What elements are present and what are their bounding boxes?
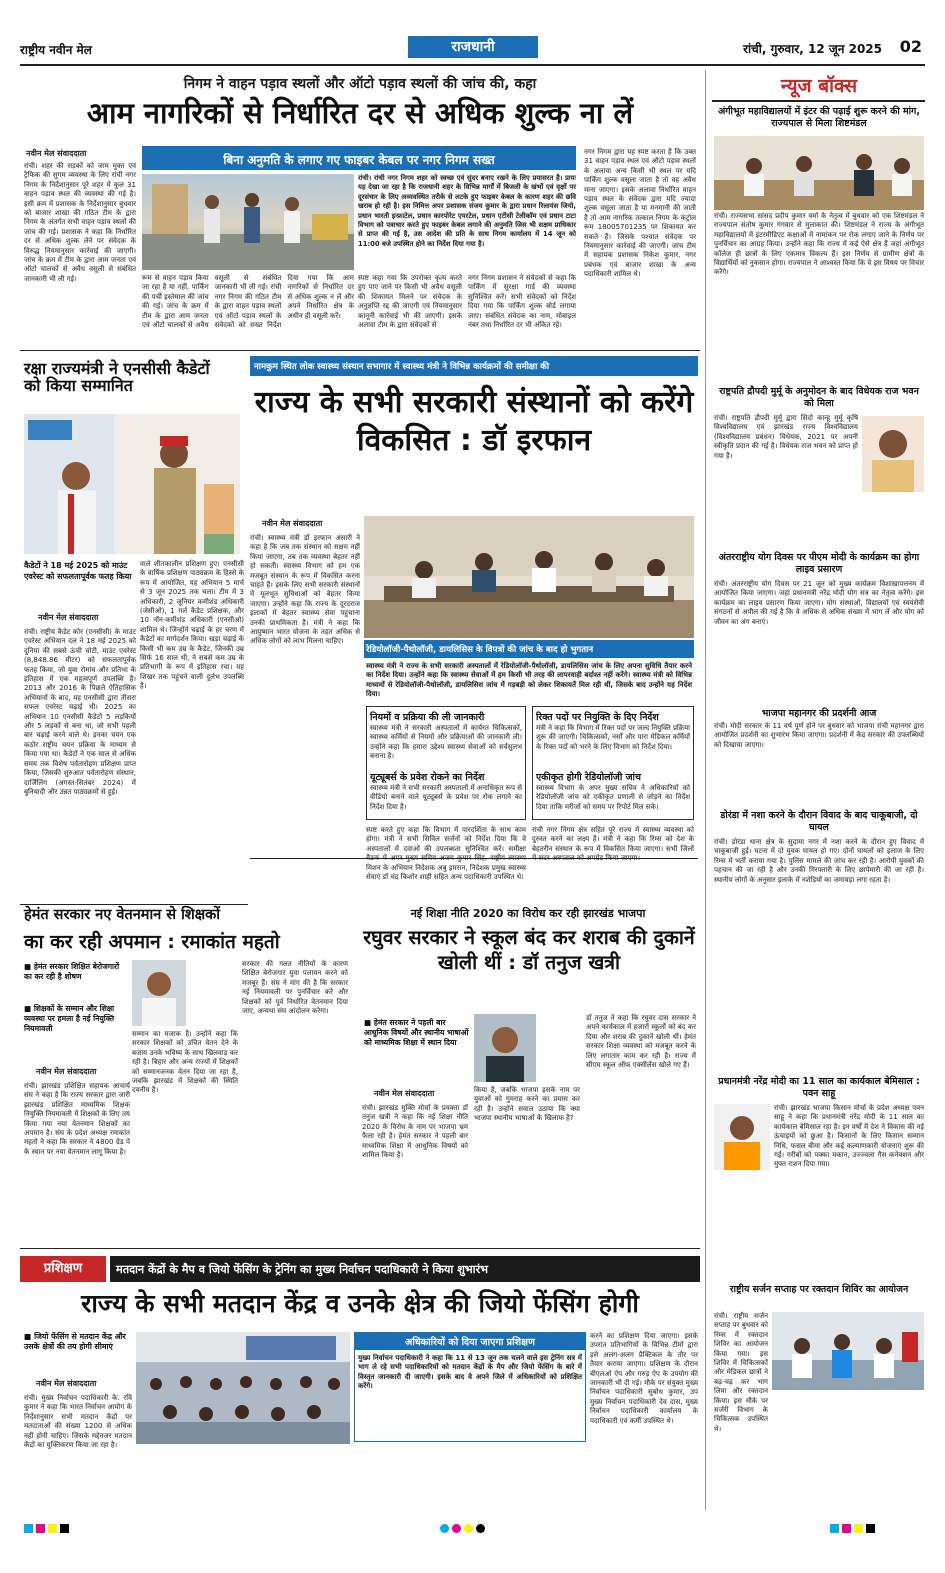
bjp-bullet-1-text: हेमंत सरकार ने पहली बार आधुनिक विषयों और स्थानीय भाषाओं को माध्यमिक शिक्षा में स्थान दिया [364, 1018, 469, 1047]
middle-rule [20, 1248, 700, 1249]
ncc-body: रांची। राष्ट्रीय कैडेट कोर (एनसीसी) के माउंट एवरेस्ट अभियान दल ने 18 मई 2025 को दुनिया की सबसे ऊंची चोटी, माउंट एवरेस्ट (8,848.86 मीटर) को सफलतापूर्वक फतह किया, जो युवा रोमांच और प्रतिभा के इतिहास में एक महत्वपूर्ण उपलब्धि है। 2013 और 2016 के पिछले ऐतिहासिक अभियानों के बाद, यह एनसीसी द्वारा तीसरा सफल एवरेस्ट चढ़ाई थी। 2025 का अभियान 10 एनसीसी कैडेटों 5 लड़कियों और 5 लड़कों से बना था, जो सभी पहली बार चढ़ाई करने वाले थे। इनका चयन एक कठोर राष्ट्रीय चयन प्रक्रिया के माध्यम से किया गया था। कैडेटों ने एक साल से अधिक समय तक विशेष पर्वतारोहण प्रशिक्षण प्राप्त किया, जिसकी शुरुआत पर्वतारोहण संस्थान, दार्जिलिंग (अगस्त-सितंबर 2024) में बुनियादी और उन्नत पाठ्यक्रमों से हुई। [24, 628, 136, 796]
masthead-logo: राष्ट्रीय नवीन मेल [20, 43, 92, 57]
ncc-caption: कैडेटों ने 18 मई 2025 को माउंट एवरेस्ट को सफलतापूर्वक फतह किया [24, 561, 132, 581]
bjp-bullet-1 [364, 1018, 470, 1048]
salary-body: रांची। झारखंड प्रशिक्षित सहायक आचार्य संघ ने कहा है कि राज्य सरकार द्वारा जारी झारखंड प्रशिक्षित माध्यमिक शिक्षक नियुक्ति नियमावली में शिक्षकों के लिए तय किया गया नया वेतनमान शिक्षकों का अपमान है। संघ के प्रदेश अध्यक्ष रमाकांत महतो ने कहा कि सरकार ने 4800 ग्रेड पे के स्थान पर नया वेतनमान लागू किया है। [24, 1082, 130, 1156]
salary-body-col2: सम्मान का मजाक है। उन्होंने कहा कि सरकार शिक्षकों को उचित वेतन देने के बजाय उनके भविष्य के साथ खिलवाड़ कर रही है। बिहार और अन्य राज्यों में शिक्षकों को सम्मानजनक वेतन दिया जा रहा है, जबकि झारखंड में शिक्षकों की स्थिति दयनीय है। [132, 1030, 238, 1095]
lead-subheadline: बिना अनुमति के लगाए गए फाइबर केबल पर नगर निगम सख्त [223, 153, 495, 167]
bjp-portrait [474, 1014, 536, 1082]
geofence-body-col2: करने का प्रशिक्षण दिया जाएगा। इसके उपरांत प्रतिभागियों के विभिन्न टीमों द्वारा इसे अलग-अलग प्रैक्टिकल के तौर पर तैयार कराया जाएगा। प्रशिक्षण के दौरान बीएलओ ऐप और गरुड़ ऐप के उपयोग की जानकारी भी दी गई। मौके पर संयुक्त मुख्य निर्वाचन पदाधिकारी सुबोध कुमार, उप मुख्य निर्वाचन पदाधिकारी देव दास, मुख्य निर्वाचन पदाधिकारी कार्यालय के पदाधिकारी एवं कर्मी उपस्थित थे। [590, 1332, 698, 1425]
lead-byline: नवीन मेल संवाददाता [26, 149, 87, 158]
ncc-headline: रक्षा राज्यमंत्री ने एनसीसी कैडेटों को किया सम्मानित [24, 359, 210, 396]
news-item-1-headline: अंगीभूत महाविद्यालयों में इंटर की पढ़ाई शुरू करने की मांग, राज्यपाल से मिला शिष्टमंडल [718, 106, 920, 129]
bullet-icon: ■ [364, 1018, 374, 1027]
news-item-2-photo [862, 416, 924, 492]
geofence-box-body: मुख्य निर्वाचन पदाधिकारी ने कहा कि 11 से 13 जून तक चलने वाले इस ट्रेनिंग सत्र में भाग ले रहे सभी पदाधिकारियों को मतदान केंद्रों के मैप और जियो फेंसिंग के बारे में विस्तृत जानकारी दी जाएगी। इसके बाद वे अपने जिले में अधिकारियों को प्रशिक्षित करेंगे। [358, 1354, 582, 1391]
health-body-col4: रांची नगर निगम क्षेत्र सहित पूरे राज्य में स्वास्थ्य व्यवस्था को दुरुस्त करने का लक्ष्य है। मंत्री ने कहा कि रिम्स को देश के बेहतरीन संस्थान के रूप में विकसित किया जाएगा। सभी जिलों [532, 826, 694, 853]
radio-exam-body: स्वास्थ्य विभाग के अपर मुख्य सचिव ने अधिकारियों को रेडियोलॉजी जांच को एकीकृत प्रणाली से जोड़ने का निर्देश दिया ताकि मरीजों को समय पर रिपोर्ट मिल सके। [536, 784, 690, 811]
geofence-box-headline: अधिकारियों को दिया जाएगा प्रशिक्षण [405, 1337, 535, 1348]
geofence-bullet-1-text: जियो फेंसिंग से मतदान केंद्र और उसके क्षेत्रों की तय होगी सीमाएं [24, 1332, 126, 1351]
salary-headline-1: हेमंत सरकार नए वेतनमान से शिक्षकों [24, 907, 221, 923]
health-byline: नवीन मेल संवाददाता [262, 519, 323, 528]
bullet-icon: ■ [24, 1004, 34, 1013]
geofence-byline: नवीन मेल संवाददाता [36, 1379, 97, 1388]
lead-sub-body-col3: नगर निगम प्रशासन ने संवेदकों से कहा कि पार्किंग में सुरक्षा गार्ड की व्यवस्था सुनिश्चित करें। सभी संवेदकों को निर्देश दिया गया कि पार्किंग शुल्क बोर्ड लगाया जाए। संबंधित संवेदक का नाम, मोबाइल नंबर तथा निर्धारित दर भी अंकित रहे। [468, 274, 576, 330]
page-number: 02 [899, 37, 922, 56]
lead-body: रांची। शहर की सड़कों को जाम मुक्त एवं ट्रैफिक की सुगम व्यवस्था के लिए रांची नगर निगम के निर्देशानुसार पूरे शहर में कुल 31 वाहन पड़ाव स्थल की व्यवस्था की गई है। इसी क्रम में प्रशासक के निर्देशानुसार बुधवार को बाजार शाखा की गठित टीम के द्वारा निगम के अंतर्गत सभी वाहन पड़ाव स्थलों की जांच की गई। प्रशासक ने कहा कि निर्धारित दर से अधिक शुल्क लेने पर संवेदक के विरुद्ध नियमानुसार कार्रवाई की जाएगी। जांच के क्रम में टीम के द्वारा आम जनता एवं ऑटो चालकों से अवैध वसूली से संबंधित जानकारी भी ली गई। [24, 162, 136, 283]
health-body-col3: स्पष्ट करते हुए कहा कि विभाग में पारदर्शिता के साथ काम होगा। मंत्री ने सभी सिविल सर्जनों को निर्देश दिया कि वे अस्पतालों में दवाओं की उपलब्धता सुनिश्चित करें। समीक्षा मिशन के अभियान निदेशक अबु इमरान, निदेशक प्रमुख स्वास्थ्य सेवाएं डॉ चंद्र किशोर शाही सहित अन्य पदाधिकारी उपस्थित थे। [366, 826, 526, 882]
news-item-5-body: रांची। डोरंडा थाना क्षेत्र के सुदामा नगर में नशा करने के दौरान हुए विवाद में चाकूबाजी हुई। घटना में दो युवक घायल हो गए। दोनों घायलों को इलाज के लिए रिम्स में भर्ती कराया गया है। पुलिस मामले की जांच कर रही है। आरोपी युवकों की पहचान की जा रही है और उनकी गिरफ्तारी के लिए छापेमारी की जा रही है। स्थानीय लोगों के अनुसार इलाके में नशेड़ियों का जमावड़ा लगा रहता है। [714, 838, 924, 884]
salary-body-col3: सरकार की गलत नीतियों के कारण शिक्षित बेरोजगार युवा पलायन करने को मजबूर हैं। संघ ने मांग की है कि सरकार नई नियमावली पर पुनर्विचार करे और शिक्षकों को पूर्व निर्धारित वेतनमान दिया जाए, अन्यथा संघ आंदोलन करेगा। [242, 960, 348, 1016]
lead-body-col2: रूम से वाहन पड़ाव किया जा रहा है या नहीं, पार्किंग की पर्ची इस्तेमाल की जांच की गई। जांच के क्रम में टीम के द्वारा आम जनता एवं ऑटो चालकों से अवैध वसूली से संबंधित जानकारी भी ली गई। रांची नगर निगम की गठित टीम के द्वारा वाहन पड़ाव स्थलों एवं ऑटो पड़ाव स्थलों के संवेदकों को सख्त निर्देश दिया गया कि आम नागरिकों से निर्धारित दर से अधिक शुल्क न लें और अपने निर्धारित क्षेत्र के अधीन ही वसूली करें। [142, 274, 354, 330]
news-item-7-body: रांची। राष्ट्रीय सर्जन सप्ताह पर बुधवार को रिम्स में रक्तदान शिविर का आयोजन किया गया। इस शिविर में चिकित्सकों और मेडिकल छात्रों ने बढ़-चढ़ कर भाग लिया और रक्तदान किया। इस मौके पर सर्जरी विभाग के चिकित्सक उपस्थित थे। [714, 1312, 768, 1433]
salary-portrait [132, 960, 186, 1026]
rules-body: स्वास्थ्य मंत्री ने सरकारी अस्पतालों में कार्यरत चिकित्सकों, स्वास्थ्य कर्मियों से नियमों और प्रक्रियाओं की जानकारी ली। उन्होंने कहा कि हमारा उद्देश्य स्वास्थ्य सेवाओं को सर्वसुलभ बनाना है। [370, 724, 522, 761]
bjp-body-col2: किया है, जबकि भाजपा इसके नाम पर युवाओं को गुमराह करने का प्रयास कर रही है। उन्होंने सवाल उठाया कि क्या भाजपा स्थानीय भाषाओं के खिलाफ है? [474, 1086, 580, 1123]
lead-headline: आम नागरिकों से निर्धारित दर से अधिक शुल्क ना लें [86, 96, 634, 130]
bjp-body: रांची। झारखंड मुक्ति मोर्चा के प्रवक्ता डॉ तनुज खत्री ने कहा कि नई शिक्षा नीति 2020 के विरोध के नाम पर भाजपा भ्रम फैला रही है। हेमंत सरकार ने पहली बार माध्यमिक शिक्षा में आधुनिक विषयों को शामिल किया है। [362, 1104, 468, 1160]
geofence-bullet-1 [24, 1332, 132, 1352]
ncc-photo [24, 414, 240, 554]
news-item-6-photo [714, 1104, 770, 1170]
salary-bullet-1-text: हेमंत सरकार शिक्षित बेरोजगारों का कर रही है शोषण [24, 962, 120, 981]
news-item-4-headline: भाजपा महानगर की प्रदर्शनी आज [761, 708, 877, 719]
registration-marks-left [24, 1518, 114, 1528]
ncc-byline: नवीन मेल संवाददाता [38, 613, 99, 622]
geofence-kicker: मतदान केंद्रों के मैप व जियो फेंसिंग के ट्रेनिंग का मुख्य निर्वाचन पदाधिकारी ने किया शुभारंभ [116, 1263, 489, 1276]
salary-byline: नवीन मेल संवाददाता [36, 1067, 97, 1076]
bjp-byline: नवीन मेल संवाददाता [374, 1089, 435, 1098]
salary-headline-2: का कर रही अपमान : रमाकांत महतो [24, 931, 280, 953]
column-divider [705, 70, 706, 1510]
geofence-tag: प्रशिक्षण [20, 1256, 106, 1282]
masthead-rule [20, 64, 925, 66]
youtube-body: स्वास्थ्य मंत्री ने सभी सरकारी अस्पतालों में अनाधिकृत रूप से वीडियो बनाने वाले यूट्यूबर्स के प्रवेश पर रोक लगाने का निर्देश दिया है। [370, 784, 522, 811]
vacancy-body: मंत्री ने कहा कि विभाग में रिक्त पदों पर जल्द नियुक्ति प्रक्रिया शुरू की जाएगी। चिकित्सकों, नर्सों और पारा मेडिकल कर्मियों के रिक्त पदों को भरने के लिए विभाग को निर्देश दिया। [536, 724, 690, 751]
health-photo [364, 516, 694, 638]
geofence-headline: राज्य के सभी मतदान केंद्र व उनके क्षेत्र की जियो फेंसिंग होगी [81, 1289, 639, 1318]
bjp-kicker: नई शिक्षा नीति 2020 का विरोध कर रही झारखंड भाजपा [410, 907, 646, 920]
geofence-photo [136, 1332, 350, 1444]
ncc-body-col2: वाले शीतकालीन प्रशिक्षण हुए। एनसीसी के वार्षिक प्रशिक्षण पाठ्यक्रम के हिस्से के रूप में आयोजित, यह अभियान 5 मार्च से 3 जून 2025 तक चला। टीम में 3 अधिकारी, 2 जूनियर कमीशंड अधिकारी (जेसीओ), 1 गर्ल कैडेट प्रशिक्षक, और 10 नॉन-कमीशंड अधिकारी (एनसीओ) शामिल थे। जिन्होंने चढ़ाई के हर चरण में कैडेटों का मार्गदर्शन किया। खड़ा चढ़ाई के किसी भी कम उम्र के कैडेट, जिनकी उम्र सिर्फ 16 साल थी, ने सबसे कम उम्र के प्रतिभागी के रूप में इतिहास रचा। यह शिखर तक पहुंचने वाली दुर्लभ उपलब्धि है। [140, 560, 244, 691]
vacancy-headline: रिक्त पदों पर नियुक्ति के दिए निर्देश [536, 712, 659, 723]
people-inspecting-image [142, 174, 354, 270]
blood-donation-camp-image [772, 1312, 924, 1390]
meeting-hall-image [364, 516, 694, 638]
registration-marks-center [440, 1518, 500, 1528]
health-rule [250, 858, 698, 859]
lead-photo [142, 174, 354, 270]
ramakant-mahto-portrait-image [132, 960, 186, 1026]
cadets-ceremony-image [24, 414, 240, 554]
bjp-body-col3: डॉ तनुज ने कहा कि रघुवर दास सरकार ने अपने कार्यकाल में हजारों स्कूलों को बंद कर दिया और शराब की दुकानें खोली थीं। हेमंत सरकार शिक्षा व्यवस्था को मजबूत करने के लिए लगातार काम कर रही है। राज्य में सीएम स्कूल ऑफ एक्सीलेंस खोले गए हैं। [586, 1014, 696, 1070]
registration-marks-right [830, 1518, 920, 1528]
news-item-7-photo [772, 1312, 924, 1390]
news-item-4-body: रांची। मोदी सरकार के 11 वर्ष पूर्ण होने पर बुधवार को भाजपा रांची महानगर द्वारा आयोजित प्रदर्शनी का शुभारंभ किया जाएगा। प्रदर्शनी में केंद्र सरकार की उपलब्धियों को दिखाया जाएगा। [714, 722, 924, 749]
radio-exam-headline: एकीकृत होगी रेडियोलॉजी जांच [536, 772, 641, 783]
section-label: राजधानी [408, 36, 538, 58]
news-box-rule [712, 100, 925, 102]
salary-bullet-2-text: शिक्षकों के सम्मान और शिक्षा व्यवस्था पर हमला है नई नियुक्ति नियमावली [24, 1004, 115, 1033]
governor-meeting-image [714, 136, 924, 210]
news-item-1-body: रांची। राज्यसभा सांसद प्रदीप कुमार वर्मा के नेतृत्व में बुधवार को एक शिष्टमंडल ने राज्यपाल संतोष कुमार गंगवार से मुलाकात की। शिष्टमंडल ने राज्य के अंगीभूत महाविद्यालयों में इंटरमीडिएट कक्षाओं में नामांकन पर रोक लगाए जाने के निर्णय पर पुनर्विचार का आग्रह किया। उन्होंने कहा कि राज्य में कई ऐसे क्षेत्र हैं जहां अंगीभूत कॉलेज ही छात्रों के लिए एकमात्र विकल्प हैं। इस निर्णय से ग्रामीण क्षेत्रों के विद्यार्थियों को नुकसान होगा। राज्यपाल ने आश्वस्त किया कि वे इस विषय पर विचार करेंगे। [714, 212, 924, 277]
bullet-icon: ■ [24, 1332, 35, 1341]
rules-headline: नियमों व प्रक्रिया की ली जानकारी [370, 712, 485, 723]
tanuj-khatri-portrait-image [474, 1014, 536, 1082]
news-item-2-headline: राष्ट्रपति द्रौपदी मुर्मू के अनुमोदन के बाद विधेयक राज भवन को मिला [719, 386, 919, 409]
news-item-3-headline: अंतरराष्ट्रीय योग दिवस पर पीएम मोदी के कार्यक्रम का होगा लाइव प्रसारण [718, 552, 920, 575]
geofence-body: रांची। मुख्य निर्वाचन पदाधिकारी के. रवि कुमार ने कहा कि भारत निर्वाचन आयोग के निर्देशानुसार सभी मतदान केंद्रों पर मतदाताओं की संख्या 1200 से अधिक नहीं होनी चाहिए। जिसके मद्देनजर मतदान केंद्रों का युक्तिकरण किया जा रहा है। [24, 1394, 132, 1450]
news-box-title: न्यूज बॉक्स [780, 75, 858, 97]
news-item-6-headline: प्रधानमंत्री नरेंद्र मोदी का 11 साल का कार्यकाल बेमिसाल : पवन साहू [718, 1076, 920, 1099]
news-item-5-headline: डोरंडा में नशा करने के दौरान विवाद के बाद चाकूबाजी, दो घायल [720, 810, 918, 833]
news-item-2-body: रांची। राष्ट्रपति द्रौपदी मुर्मू द्वारा सिदो कान्हू मुर्मू कृषि विश्वविद्यालय एवं झारखंड राज्य विश्वविद्यालय (विश्वविद्यालय प्रबंधन) विधेयक, 2021 पर अपनी स्वीकृति प्रदान की गई है। विधेयक राज भवन को प्राप्त हो गया है। [714, 414, 858, 460]
lead-sub-body: रांची। रांची नगर निगम शहर को स्वच्छ एवं सुंदर बनाए रखने के लिए प्रयासरत है। प्रायः यह देखा जा रहा है कि राजधानी शहर के विभिन्न मार्गों में बिजली के खंभों एवं वृक्षों पर दूरसंचार के लिए अव्यवस्थित तरीके से लटके हुए फाइबर केबल के कारण शहर की छवि खराब हो रही है। इस निमित्त अपर प्रशासक संजय कुमार के द्वारा प्रधान रिलायंस जियो, प्रधान भारती इन्फ्राटेल, प्रधान कारपोरेट एयरटेल, प्रधान एटीसी टेलीकॉम एवं प्रधान टाटा विभाग को पत्राचार करते हुए फाइबर केबल लगाने की अनुमति जिस भी सक्षम प्राधिकार से प्राप्त की गई है, उस आदेश की प्रति के साथ निगम कार्यालय में 14 जून को 11:00 बजे उपस्थित होने का निर्देश दिया गया है। [358, 174, 576, 248]
salary-bullet-2 [24, 1004, 126, 1034]
news-item-1-photo [714, 136, 924, 210]
health-body: रांची। स्वास्थ्य मंत्री डॉ इरफान अंसारी ने कहा है कि जब तक संस्थान को सक्षम नहीं किया जाएगा, तब तक व्यवस्था बेहतर नहीं हो सकती। स्वास्थ्य विभाग को हम एक मजबूत संस्थान के रूप में विकसित करना चाहते हैं। इसके लिए सभी सरकारी संस्थानों में मूलभूत सुविधाओं को बेहतर किया जाएगा। उन्होंने कहा कि राज्य के दूरदराज इलाकों में बेहतर स्वास्थ्य सेवा पहुंचाना उनकी प्राथमिकता है। मंत्री ने कहा कि आयुष्मान भारत योजना के तहत अधिक से अधिक लोगों को लाभ मिलना चाहिए। [250, 534, 360, 646]
news-item-6-body: रांची। झारखंड भाजपा किसान मोर्चा के प्रदेश अध्यक्ष पवन साहू ने कहा कि प्रधानमंत्री नरेंद्र मोदी के 11 साल का कार्यकाल बेमिसाल रहा है। इन वर्षों में देश ने विकास की नई ऊंचाइयों को छुआ है। किसानों के लिए किसान सम्मान निधि, फसल बीमा और कई कल्याणकारी योजनाएं शुरू की गईं। गरीबों को पक्का मकान, उज्ज्वला गैस कनेक्शन और मुफ्त राशन दिया गया। [774, 1104, 924, 1169]
bjp-headline: रघुवर सरकार ने स्कूल बंद कर शराब की दुकानें खोली थीं : डॉ तनुज खत्री [363, 926, 695, 974]
masthead [20, 36, 925, 62]
lead-kicker: निगम ने वाहन पड़ाव स्थलों और ऑटो पड़ाव स्थलों की जांच की, कहा [183, 76, 537, 92]
lead-sub-body-col2: स्पष्ट कहा गया कि उपरोक्त कृत्य करते हुए पाए जाने पर किसी भी अवैध वसूली की शिकायत मिलने पर संवेदक के अनुज्ञप्ति रद्द की जाएगी एवं नियमानुसार कानूनी कार्रवाई भी की जाएगी। इसके अलावा टीम के द्वारा संवेदकों से [358, 274, 462, 330]
salary-bullet-1 [24, 962, 126, 982]
lead-rule [20, 350, 700, 351]
radiology-body: स्वास्थ्य मंत्री ने राज्य के सभी सरकारी अस्पतालों में रेडियोलॉजी-पैथोलॉजी, डायलिसिस जांच के लिए अपना सुविधि तैयार करने का निर्देश दिया। उन्होंने कहा कि स्वास्थ्य सेवाओं में हम किसी भी तरह की लापरवाही बर्दाश्त नहीं करेंगे। स्वास्थ्य मंत्री को विभिन्न माध्यमों से रेडियोलॉजी-पैथोलॉजी, डायलिसिस जांच में गड़बड़ी को लेकर शिकायतें मिल रही थीं, जिसके बाद उन्होंने यह निर्देश दिया। [366, 662, 692, 699]
training-session-image [136, 1332, 350, 1444]
youtube-headline: यूट्यूबर्स के प्रवेश रोकने का निर्देश [370, 772, 485, 783]
dateline: रांची, गुरुवार, 12 जून 2025 [743, 42, 882, 56]
news-item-3-body: रांची। अंतरराष्ट्रीय योग दिवस पर 21 जून को मुख्य कार्यक्रम विशाखापत्तनम में आयोजित किया जाएगा। जहां प्रधानमंत्री नरेंद्र मोदी योग सत्र का नेतृत्व करेंगे। इस कार्यक्रम का लाइव प्रसारण किया जाएगा। योग संस्थाओं, विद्यालयों एवं स्वयंसेवी संगठनों से अपील की गई है कि वे अधिक से अधिक संख्या में भाग लें और योग को जीवन का अंग बनाएं। [714, 580, 924, 626]
salary-rule-top [20, 904, 248, 905]
radiology-headline: रेडियोलॉजी-पैथोलॉजी, डायलिसिस के विपत्रों की जांच के बाद हो भुगतान [366, 645, 594, 655]
pawan-sahu-portrait-image [714, 1104, 770, 1170]
news-item-7-headline: राष्ट्रीय सर्जन सप्ताह पर रक्तदान शिविर का आयोजन [729, 1284, 909, 1295]
health-headline: राज्य के सभी सरकारी संस्थानों को करेंगे विकसित : डॉ इरफान [254, 385, 694, 458]
health-kicker: नामकुम स्थित लोक स्वास्थ्य संस्थान सभागार में स्वास्थ्य मंत्री ने विभिन्न कार्यक्रमों की समीक्षा की [254, 362, 550, 372]
bullet-icon: ■ [24, 962, 34, 971]
lead-body-col3: नगर निगम द्वारा यह स्पष्ट करता है कि उक्त 31 वाहन पड़ाव स्थल एवं ऑटो पड़ाव स्थलों के अलावा अन्य किसी भी स्थल पर यदि पार्किंग शुल्क वसूला जाता है तो वह अवैध माना जाएगा। इसके अलावा निर्धारित वाहन पड़ाव स्थल के संवेदक द्वारा यदि ज्यादा शुल्क वसूला जाता है या मनमानी की जाती है तो आम नागरिक तत्काल निगम के कंट्रोल रूम 18005701235 पर शिकायत कर सकते हैं। जिसके पश्चात संवेदक पर नियमानुसार कार्रवाई की जाएगी। जांच टीम में सहायक प्रशासक निकेश कुमार, नगर प्रबंधक एवं बाजार शाखा के अन्य पदाधिकारी शामिल थे। [584, 148, 696, 279]
president-portrait-image [862, 416, 924, 492]
